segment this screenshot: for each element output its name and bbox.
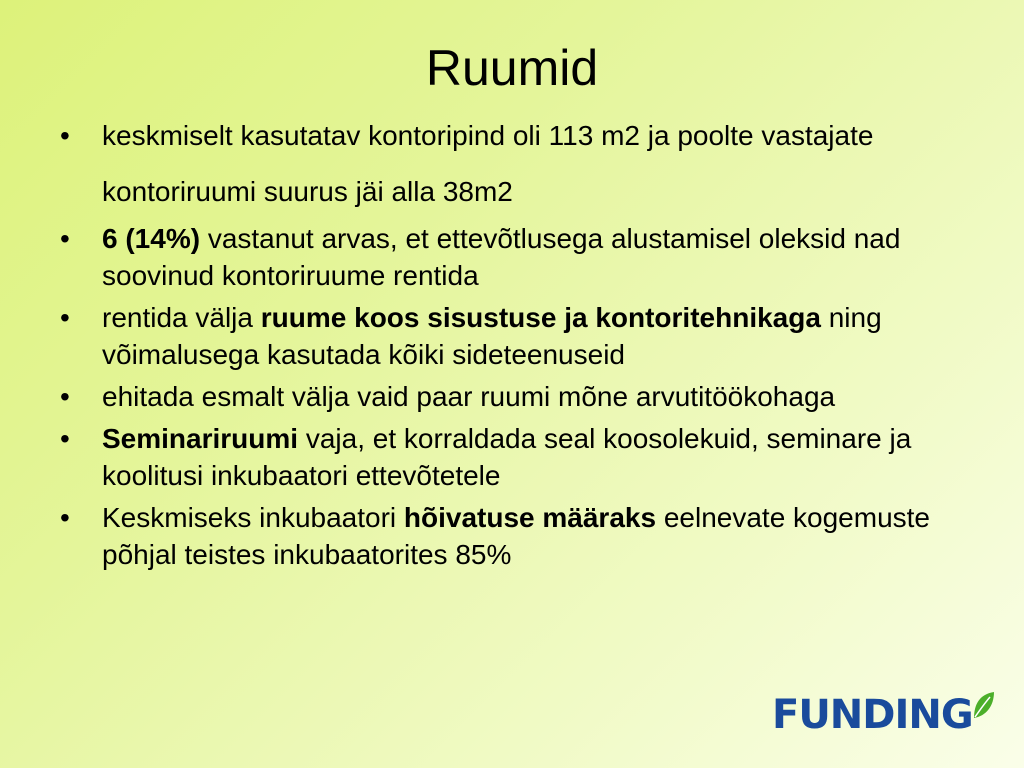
bullet-marker: • <box>60 381 70 412</box>
bullet-text: rentida välja <box>102 302 261 333</box>
bullet-item <box>60 420 960 494</box>
logo-text: FUNDING <box>772 692 973 738</box>
bullet-item <box>60 499 960 573</box>
bullet-marker: • <box>60 502 70 533</box>
bullet-marker: • <box>60 120 70 151</box>
bullet-text: Keskmiseks inkubaatori <box>102 502 404 533</box>
bullet-text: ning võimalusega kasutada kõiki sideteenuseid <box>102 302 882 370</box>
bullet-text: eelnevate kogemuste põhjal teistes inkubaatorites 85% <box>102 502 931 570</box>
funding-logo <box>772 690 1002 740</box>
slide-title: Ruumid <box>425 40 599 96</box>
bullet-text: keskmiselt kasutatav kontoripind oli 113 m2 ja poolte vastajate kontoriruumi suurus jäi alla 38m2 <box>102 120 874 207</box>
bullet-marker: • <box>60 423 70 454</box>
bullet-text-bold: ruume koos sisustuse ja kontoritehnikaga <box>260 302 821 333</box>
bullet-text: vastanut arvas, et ettevõtlusega alustamisel oleksid nad soovinud kontoriruume rentida <box>102 223 901 291</box>
bullet-marker: • <box>60 302 70 333</box>
bullet-list <box>60 118 960 578</box>
bullet-item <box>60 378 960 415</box>
bullet-marker: • <box>60 223 70 254</box>
bullet-text: vaja, et korraldada seal koosolekuid, seminare ja koolitusi inkubaatori ettevõtetele <box>102 423 912 491</box>
leaf-icon <box>970 690 996 720</box>
bullet-text-bold: hõivatuse määraks <box>403 502 657 533</box>
bullet-text-bold: Seminariruumi <box>102 423 299 454</box>
bullet-item <box>60 299 960 373</box>
bullet-text-bold: 6 (14%) <box>102 223 201 254</box>
bullet-item <box>60 108 960 220</box>
bullet-text: ehitada esmalt välja vaid paar ruumi mõne arvutitöökohaga <box>102 381 836 412</box>
bullet-item <box>60 220 960 294</box>
